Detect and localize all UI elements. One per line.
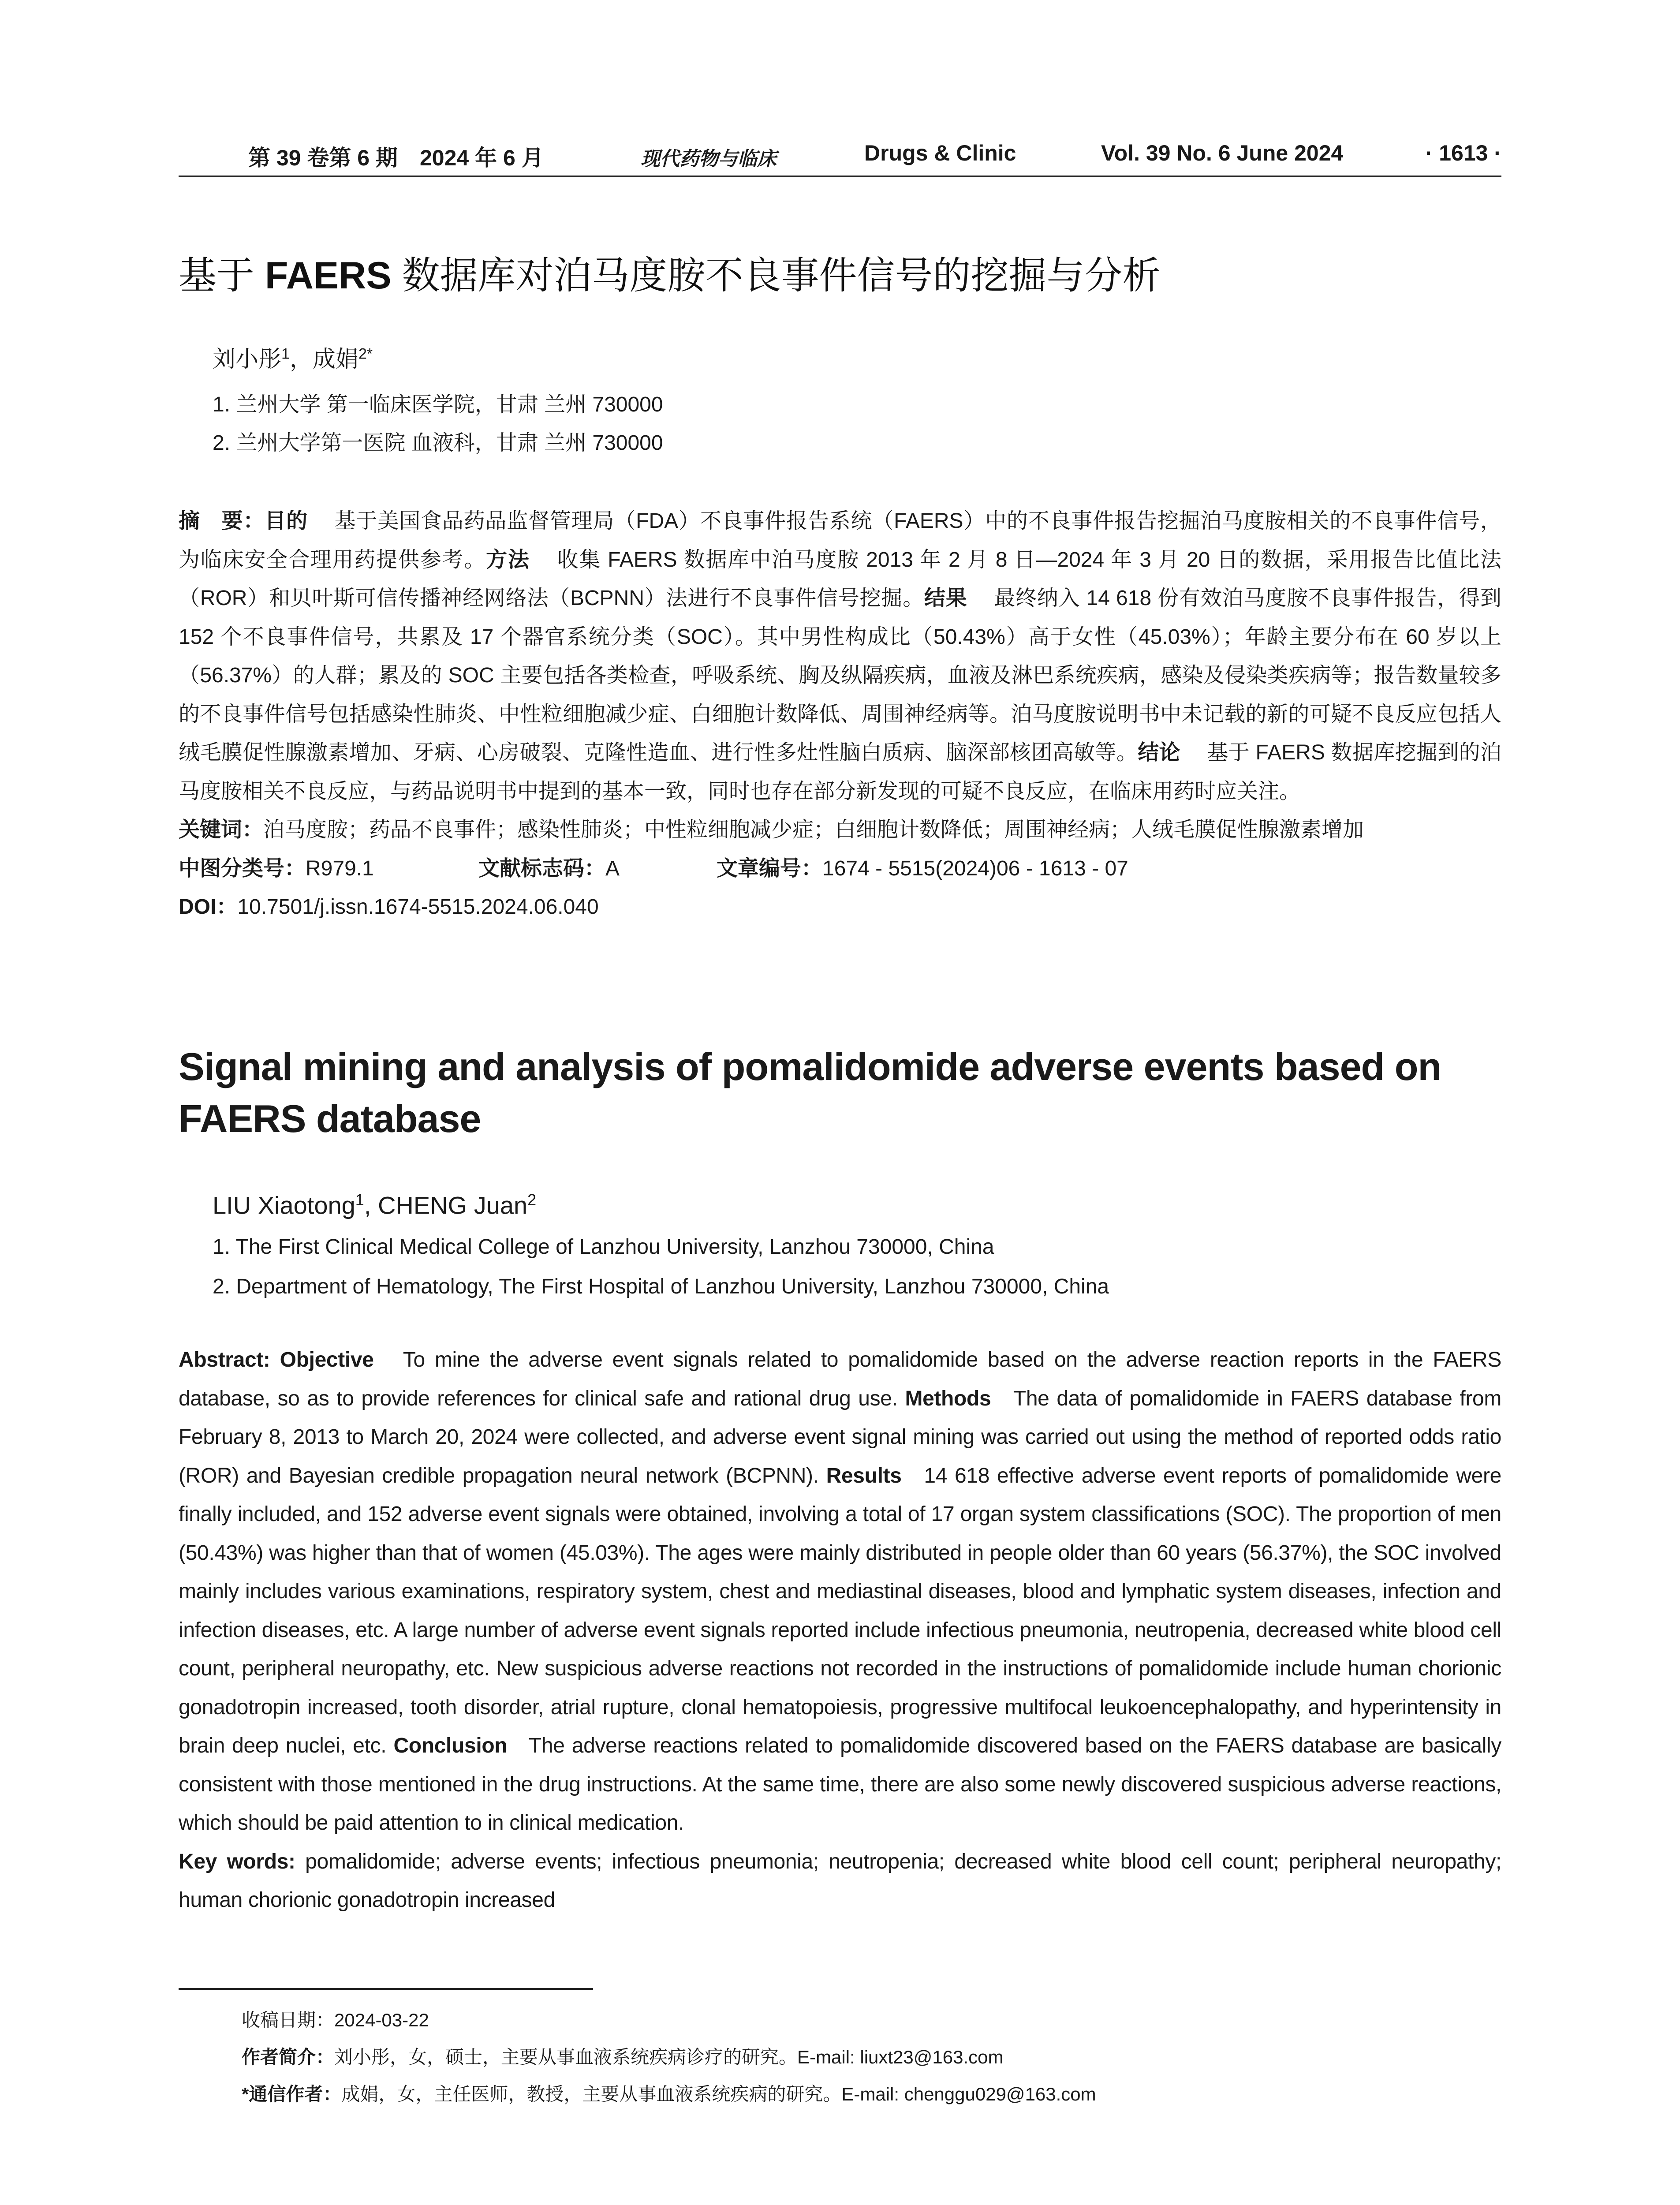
header-journal-cn: 现代药物与临床 [641, 148, 777, 170]
authors-cn [213, 340, 373, 374]
corresponding-label: *通信作者： [242, 2084, 342, 2104]
doi-label: DOI： [179, 895, 238, 919]
header-volume-en: Vol. 39 No. 6 June 2024 [1101, 141, 1344, 165]
abstract-en-conclusion: The adverse reactions related to pomalidomide discovered based on the FAERS database are basically consistent with those mentioned in the drug instructions. At the same time, there are also some newly discovered suspicious adverse reactions, which should be paid attention to in clinical medication. [179, 1734, 1501, 1835]
classification-row [179, 849, 1501, 888]
doi-value: 10.7501/j.issn.1674-5515.2024.06.040 [237, 895, 599, 919]
author-en-2: CHENG Juan [377, 1191, 528, 1219]
author-en-1: LIU Xiaotong [213, 1191, 355, 1219]
header-rule [179, 176, 1501, 177]
header-issue-cn: 第 39 卷第 6 期 2024 年 6 月 [248, 146, 544, 170]
affiliation-en-1: 1. The First Clinical Medical College of Lanzhou University, Lanzhou 730000, China [213, 1235, 994, 1259]
abstract-en-body [179, 1341, 1501, 1842]
doc-code-label: 文献标志码： [478, 856, 606, 880]
abstract-en-methods: The data of pomalidomide in FAERS database from February 8, 2013 to March 20, 2024 were collected, and adverse event signal mining was carried out using the method of reported odds ratio (ROR) and Bayesian credible propagation neural network (BCPNN). [179, 1387, 1501, 1487]
abstract-cn-label: 摘 要： [179, 509, 265, 533]
authors-en [213, 1191, 536, 1220]
author-bio-text: 刘小彤，女，硕士，主要从事血液系统疾病诊疗的研究。E-mail: liuxt23@163.com [334, 2047, 1004, 2067]
affiliation-en-2: 2. Department of Hematology, The First Hospital of Lanzhou University, Lanzhou 730000, China [213, 1275, 1109, 1298]
author-bio-label: 作者简介： [242, 2047, 335, 2067]
footnote-author-bio [242, 2043, 1004, 2069]
corresponding-text: 成娟，女，主任医师，教授，主要从事血液系统疾病的研究。E-mail: chenggu029@163.com [341, 2084, 1096, 2104]
clc-label: 中图分类号： [179, 856, 306, 880]
abstract-en-label: Abstract: [179, 1348, 270, 1372]
author-en-sep: , [364, 1191, 378, 1219]
abstract-cn-results-label: 结果 [924, 587, 967, 610]
abstract-en-objective-label: Objective [280, 1348, 374, 1372]
running-header [179, 140, 1501, 171]
abstract-cn [179, 502, 1501, 927]
title-cn-bold: FAERS [265, 254, 392, 297]
footnote-corresponding [242, 2080, 1096, 2106]
received-label: 收稿日期： [242, 2010, 335, 2030]
author-en-2-sup: 2 [527, 1191, 537, 1209]
abstract-cn-objective: 基于美国食品药品监督管理局（FDA）不良事件报告系统（FAERS）中的不良事件报告挖掘泊马度胺相关的不良事件信号，为临床安全合理用药提供参考。 [179, 509, 1501, 572]
header-page-number: · 1613 · [1425, 141, 1501, 165]
author-cn-sep: ， [289, 346, 313, 373]
abstract-cn-conclusion: 基于 FAERS 数据库挖掘到的泊马度胺相关不良反应，与药品说明书中提到的基本一致，同时也存在部分新发现的可疑不良反应，在临床用药时应关注。 [179, 741, 1501, 803]
abstract-en [179, 1341, 1501, 1920]
header-journal-en: Drugs & Clinic [864, 141, 1016, 165]
author-cn-1: 刘小彤 [213, 346, 282, 373]
footnote-received [242, 2006, 429, 2032]
abstract-cn-body [179, 502, 1501, 811]
abstract-en-conclusion-label: Conclusion [393, 1734, 508, 1757]
abstract-en-objective: To mine the adverse event signals related to pomalidomide based on the adverse reaction reports in the FAERS database, so as to provide references for clinical safe and rational drug use. [179, 1348, 1502, 1410]
title-cn-suffix: 数据库对泊马度胺不良事件信号的挖掘与分析 [391, 254, 1161, 297]
keywords-en-label: Key words: [179, 1850, 295, 1873]
article-number-label: 文章编号： [717, 856, 823, 880]
abstract-cn-methods-label: 方法 [486, 548, 530, 572]
doi-row [179, 888, 1501, 927]
abstract-cn-objective-label: 目的 [265, 509, 308, 533]
clc [179, 849, 374, 888]
keywords-en [179, 1842, 1501, 1920]
author-en-1-sup: 1 [355, 1191, 364, 1209]
affiliation-cn-2: 2. 兰州大学第一医院 血液科，甘肃 兰州 730000 [213, 431, 663, 455]
article-number-value: 1674 - 5515(2024)06 - 1613 - 07 [822, 856, 1128, 880]
doc-code-value: A [605, 856, 620, 880]
clc-value: R979.1 [306, 856, 374, 880]
keywords-cn-text: 泊马度胺；药品不良事件；感染性肺炎；中性粒细胞减少症；白细胞计数降低；周围神经病；人绒毛膜促性腺激素增加 [263, 818, 1364, 841]
affiliation-cn-1: 1. 兰州大学 第一临床医学院，甘肃 兰州 730000 [213, 393, 663, 416]
abstract-cn-methods: 收集 FAERS 数据库中泊马度胺 2013 年 2 月 8 日—2024 年 3 月 20 日的数据，采用报告比值比法（ROR）和贝叶斯可信传播神经网络法（BCPNN）法进行不良事件信号挖掘。 [179, 548, 1501, 610]
keywords-en-text: pomalidomide; adverse events; infectious pneumonia; neutropenia; decreased white blood cell count; peripheral neuropathy; human chorionic gonadotropin increased [179, 1850, 1501, 1912]
doc-code [478, 849, 620, 888]
author-cn-2-sup: 2* [358, 345, 373, 363]
title-en: Signal mining and analysis of pomalidomide adverse events based on FAERS database [179, 1045, 1441, 1140]
keywords-cn-label: 关键词： [179, 818, 264, 841]
received-date: 2024-03-22 [334, 2010, 429, 2030]
author-cn-2: 成娟 [312, 346, 358, 373]
article-number [717, 849, 1128, 888]
abstract-en-results: 14 618 effective adverse event reports of pomalidomide were finally included, and 152 adverse event signals were obtained, involving a total of 17 organ system classifications (SOC). The proportion of men (50.43%) was higher than that of women (45.03%). The ages were mainly distributed in people older than 60 years (56.37%), the SOC involved mainly includes various examinations, respiratory system, chest and mediastinal diseases, blood and lymphatic system diseases, infection and infection diseases, etc. A large number of adverse event signals reported include infectious pneumonia, neutropenia, decreased white blood cell count, peripheral neuropathy, etc. New suspicious adverse reactions not recorded in the instructions of pomalidomide include human chorionic gonadotropin increased, tooth disorder, atrial rupture, clonal hematopoiesis, progressive multifocal leukoencephalopathy, and hyperintensity in brain deep nuclei, etc. [179, 1464, 1501, 1757]
author-cn-1-sup: 1 [281, 345, 290, 363]
abstract-en-results-label: Results [826, 1464, 902, 1487]
title-cn [179, 245, 1161, 299]
doi [179, 888, 599, 927]
title-cn-prefix: 基于 [179, 254, 265, 297]
abstract-cn-results: 最终纳入 14 618 份有效泊马度胺不良事件报告，得到 152 个不良事件信号，共累及 17 个器官系统分类（SOC）。其中男性构成比（50.43%）高于女性（45.03%）；年龄主要分布在 60 岁以上（56.37%）的人群；累及的 SOC 主要包括各类检查，呼吸系统、胸及纵隔疾病，血液及淋巴系统疾病，感染及侵染类疾病等；报告数量较多的不良事件信号包括感染性肺炎、中性粒细胞减少症、白细胞计数降低、周围神经病等。泊马度胺说明书中未记载的新的可疑不良反应包括人绒毛膜促性腺激素增加、牙病、心房破裂、克隆性造血、进行性多灶性脑白质病、脑深部核团高敏等。 [179, 587, 1501, 764]
abstract-en-methods-label: Methods [905, 1387, 991, 1410]
abstract-cn-conclusion-label: 结论 [1138, 741, 1180, 764]
keywords-cn [179, 811, 1501, 849]
footnote-rule [179, 1988, 593, 1990]
